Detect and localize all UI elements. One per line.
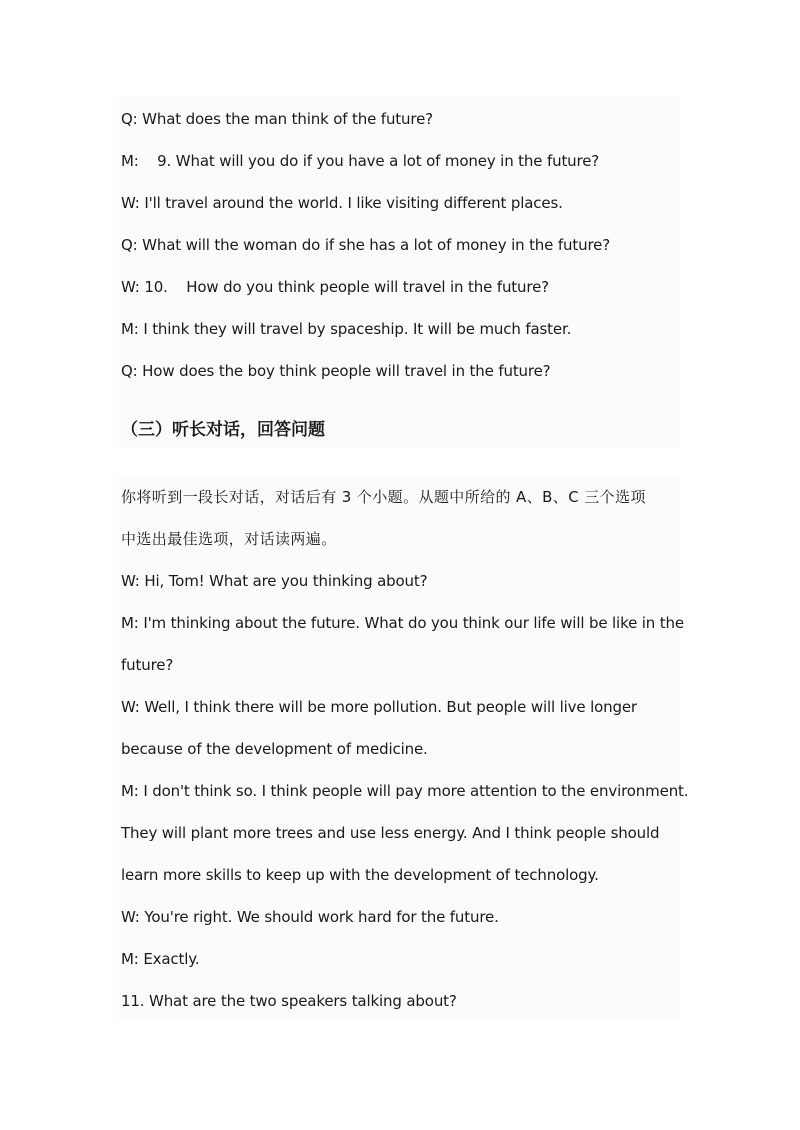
dialogue-line: W: Hi, Tom! What are you thinking about? [121, 572, 428, 590]
dialogue-line: M: I don't think so. I think people will pay more attention to the environment. [121, 782, 689, 800]
dialogue-line: Q: What does the man think of the future? [121, 110, 433, 128]
instruction-line: 你将听到一段长对话，对话后有 3 个小题。从题中所给的 A、B、C 三个选项 [121, 488, 646, 506]
dialogue-line: They will plant more trees and use less energy. And I think people should [121, 824, 660, 842]
dialogue-line: M: I think they will travel by spaceship. It will be much faster. [121, 320, 572, 338]
dialogue-line: M: 9. What will you do if you have a lot of money in the future? [121, 152, 600, 170]
dialogue-line: W: Well, I think there will be more pollution. But people will live longer [121, 698, 637, 716]
dialogue-line: because of the development of medicine. [121, 740, 428, 758]
dialogue-line: M: Exactly. [121, 950, 200, 968]
dialogue-line: learn more skills to keep up with the development of technology. [121, 866, 599, 884]
section-heading: （三）听长对话，回答问题 [121, 420, 325, 440]
dialogue-line: W: I'll travel around the world. I like visiting different places. [121, 194, 563, 212]
dialogue-line: Q: What will the woman do if she has a lot of money in the future? [121, 236, 611, 254]
dialogue-line: W: You're right. We should work hard for the future. [121, 908, 499, 926]
dialogue-line: W: 10. How do you think people will travel in the future? [121, 278, 549, 296]
dialogue-line: M: I'm thinking about the future. What do you think our life will be like in the [121, 614, 684, 632]
dialogue-line: Q: How does the boy think people will travel in the future? [121, 362, 551, 380]
dialogue-line: future? [121, 656, 174, 674]
question-line: 11. What are the two speakers talking about? [121, 992, 457, 1010]
dialogue-panel-top [119, 96, 679, 448]
instruction-line: 中选出最佳选项，对话读两遍。 [121, 530, 337, 548]
